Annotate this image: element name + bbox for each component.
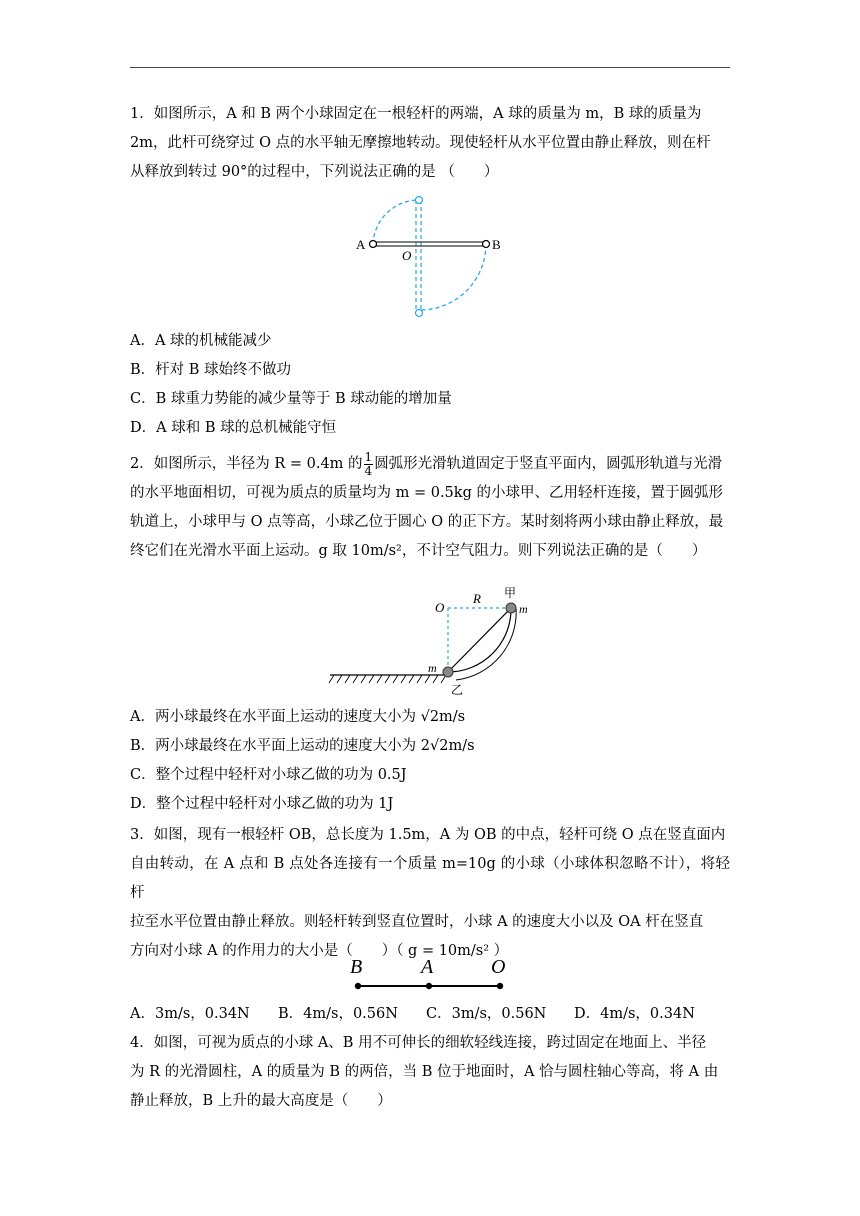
question-2-stem: [130, 450, 730, 566]
label-m-top: m: [519, 602, 528, 616]
question-1-line-1: 1．如图所示，A 和 B 两个小球固定在一根轻杆的两端，A 球的质量为 m，B 球的质量为: [130, 106, 702, 122]
ball-a-rotated: [416, 197, 423, 204]
question-2-figure: [328, 586, 548, 696]
light-rod: [448, 608, 511, 672]
label-b: B: [492, 237, 501, 252]
ball-b: [483, 241, 490, 248]
question-2-line-1-post: 圆弧形光滑轨道固定于竖直平面内，圆弧形轨道与光滑: [374, 456, 723, 472]
question-4-stem: [130, 1029, 730, 1116]
label-o: O: [435, 600, 445, 615]
question-1-option-b[interactable]: B．杆对 B 球始终不做功: [130, 362, 292, 378]
question-4-line-2: 为 R 的光滑圆柱，A 的质量为 B 的两倍，当 B 位于地面时，A 恰与圆柱轴心等高，将 A 由: [130, 1064, 719, 1080]
question-2-option-b[interactable]: B．两小球最终在水平面上运动的速度大小为 2√2m/s: [130, 738, 475, 754]
question-1-option-c[interactable]: C．B 球重力势能的减少量等于 B 球动能的增加量: [130, 391, 452, 407]
question-2-option-c[interactable]: C．整个过程中轻杆对小球乙做的功为 0.5J: [130, 767, 407, 783]
question-3-line-2: 自由转动，在 A 点和 B 点处各连接有一个质量 m=10g 的小球（小球体积忽略不计），将轻杆: [130, 856, 730, 901]
question-1-line-3: 从释放到转过 90°的过程中，下列说法正确的是 （ ）: [130, 164, 499, 180]
question-3-option-c[interactable]: C．3m/s，0.56N: [426, 1006, 547, 1022]
question-3-option-a[interactable]: A．3m/s，0.34N: [130, 1006, 250, 1022]
label-m-bottom: m: [428, 661, 437, 675]
question-2-line-3: 轨道上，小球甲与 O 点等高，小球乙位于圆心 O 的正下方。某时刻将两小球由静止释放，最: [130, 514, 724, 530]
question-2-line-4: 终它们在光滑水平面上运动。g 取 10m/s²，不计空气阻力。则下列说法正确的是（ ）: [130, 543, 707, 559]
question-2-option-a[interactable]: A．两小球最终在水平面上运动的速度大小为 √2m/s: [130, 709, 466, 725]
question-4-line-1: 4．如图，可视为质点的小球 A、B 用不可伸长的细软轻线连接，跨过固定在地面上、半径: [130, 1035, 707, 1051]
question-2-option-d[interactable]: D．整个过程中轻杆对小球乙做的功为 1J: [130, 796, 394, 812]
ball-a: [370, 241, 377, 248]
question-1-figure: [350, 192, 510, 322]
label-r: R: [473, 591, 481, 606]
question-1-option-a[interactable]: A．A 球的机械能减少: [130, 333, 272, 349]
label-yi: 乙: [451, 683, 464, 696]
question-1-stem: [130, 100, 730, 187]
label-b: B: [350, 956, 363, 978]
arc-b-dashed: [419, 244, 486, 310]
label-jia: 甲: [504, 586, 517, 600]
header-rule: [130, 67, 730, 68]
question-3-option-d[interactable]: D．4m/s，0.34N: [574, 1006, 695, 1022]
ground-hatching: [329, 675, 446, 683]
point-a: [426, 983, 432, 989]
track-outer-edge: [456, 608, 516, 680]
label-a: A: [356, 237, 366, 252]
question-3-line-4: 方向对小球 A 的作用力的大小是（ ）（ g = 10m/s² ）: [130, 943, 509, 959]
question-2-line-2: 的水平地面相切，可视为质点的质量均为 m = 0.5kg 的小球甲、乙用轻杆连接，置于圆弧形: [130, 485, 723, 501]
point-o: [497, 983, 503, 989]
label-a: A: [421, 956, 434, 978]
question-2-line-1: [130, 450, 730, 479]
question-2-line-1-pre: 2．如图所示，半径为 R = 0.4m 的: [130, 456, 363, 472]
question-3-stem: [130, 821, 730, 966]
label-o: O: [491, 956, 506, 978]
ball-jia: [506, 603, 516, 613]
question-3-line-1: 3．如图，现有一根轻杆 OB，总长度为 1.5m，A 为 OB 的中点，轻杆可绕 O 点在竖直面内: [130, 827, 726, 843]
ball-yi: [443, 667, 453, 677]
label-o: O: [402, 248, 412, 263]
question-3-line-3: 拉至水平位置由静止释放。则轻杆转到竖直位置时，小球 A 的速度大小以及 OA 杆在竖直: [130, 914, 704, 930]
question-3-figure: [345, 950, 525, 995]
ball-b-rotated: [416, 310, 423, 317]
question-1-option-d[interactable]: D．A 球和 B 球的总机械能守恒: [130, 420, 337, 436]
question-1-line-2: 2m，此杆可绕穿过 O 点的水平轴无摩擦地转动。现使轻杆从水平位置由静止释放，则在杆: [130, 135, 711, 151]
question-4-line-3: 静止释放，B 上升的最大高度是（ ）: [130, 1093, 392, 1109]
point-b: [355, 983, 361, 989]
question-3-options: [130, 1003, 730, 1025]
arc-a-dashed: [373, 200, 419, 244]
fraction-one-quarter: $\frac{1}{4}$: [364, 449, 373, 478]
question-3-option-b[interactable]: B．4m/s，0.56N: [278, 1006, 398, 1022]
